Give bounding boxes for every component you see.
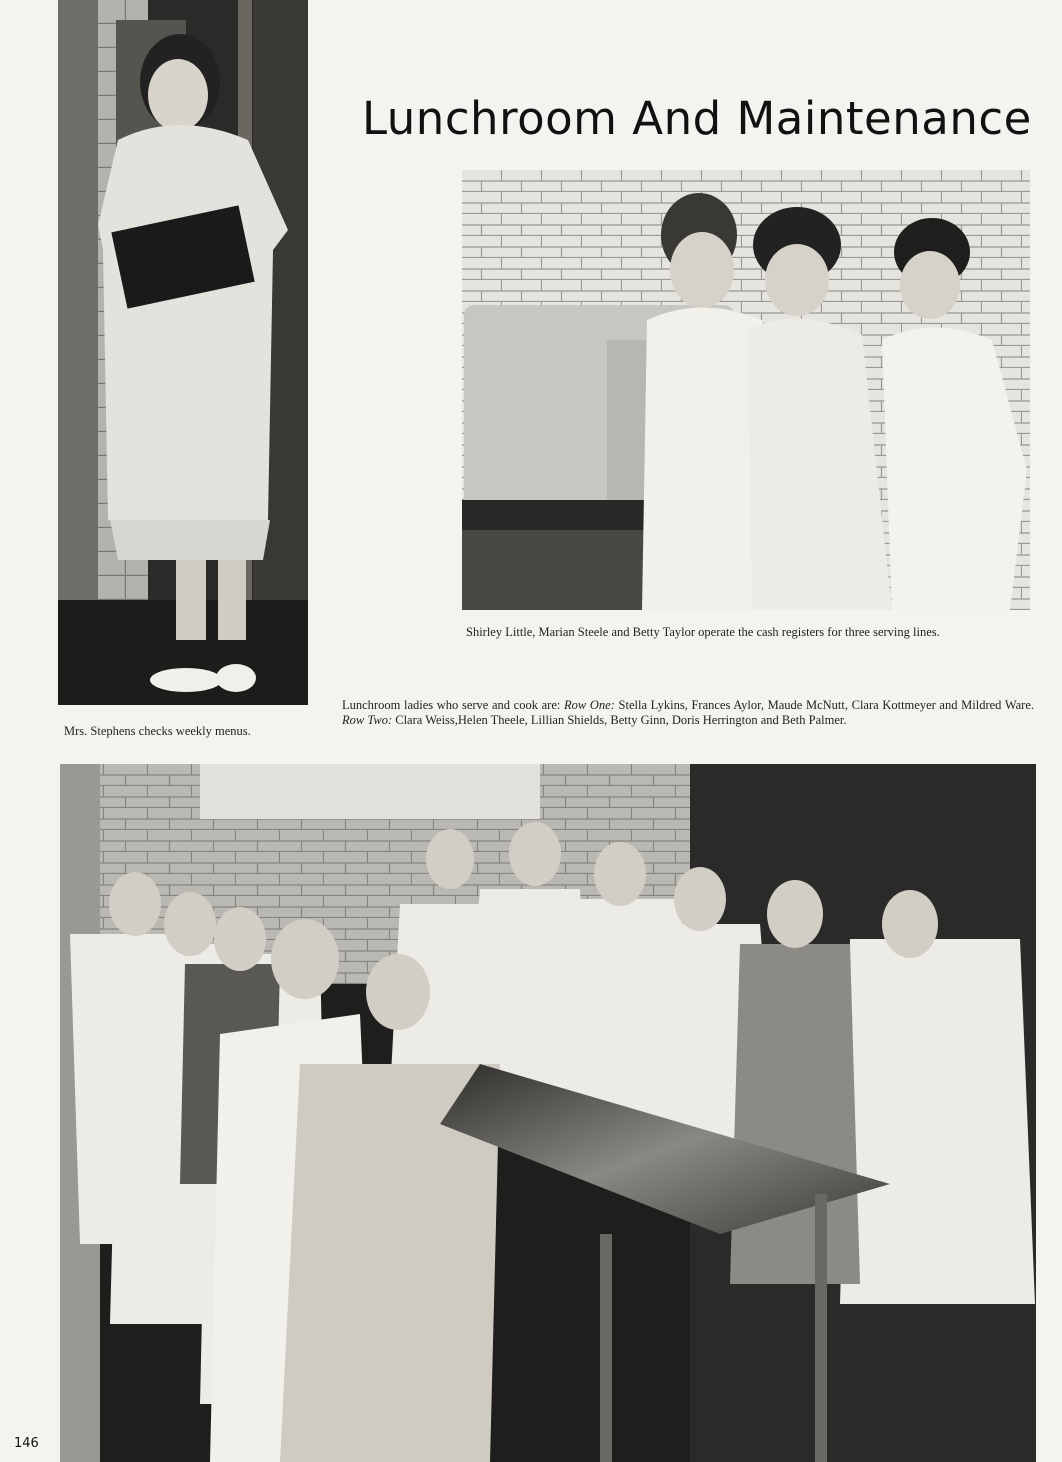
caption-row-two-label: Row Two:: [342, 713, 393, 727]
photo-lunchroom-ladies: [60, 764, 1036, 1462]
caption-intro: Lunchroom ladies who serve and cook are:: [342, 698, 561, 712]
page-title: Lunchroom And Maintenance: [362, 92, 1032, 145]
photo-lunchroom-ladies-image: [60, 764, 1036, 1462]
caption-row-one-label: Row One:: [564, 698, 615, 712]
caption-lunchroom-ladies: [342, 698, 1034, 728]
photo-mrs-stephens: [58, 0, 308, 705]
photo-mrs-stephens-image: [58, 0, 308, 705]
caption-stephens: Mrs. Stephens checks weekly menus.: [64, 724, 251, 738]
caption-row-two-names: Clara Weiss,Helen Theele, Lillian Shields, Betty Ginn, Doris Herrington and Beth Palmer.: [395, 713, 847, 727]
page-number: 146: [14, 1436, 39, 1451]
photo-cashiers: [462, 170, 1030, 610]
photo-cashiers-image: [462, 170, 1030, 610]
caption-cashiers: Shirley Little, Marian Steele and Betty Taylor operate the cash registers for three serving lines.: [466, 625, 940, 639]
caption-row-one-names: Stella Lykins, Frances Aylor, Maude McNutt, Clara Kottmeyer and Mildred Ware.: [618, 698, 1035, 712]
